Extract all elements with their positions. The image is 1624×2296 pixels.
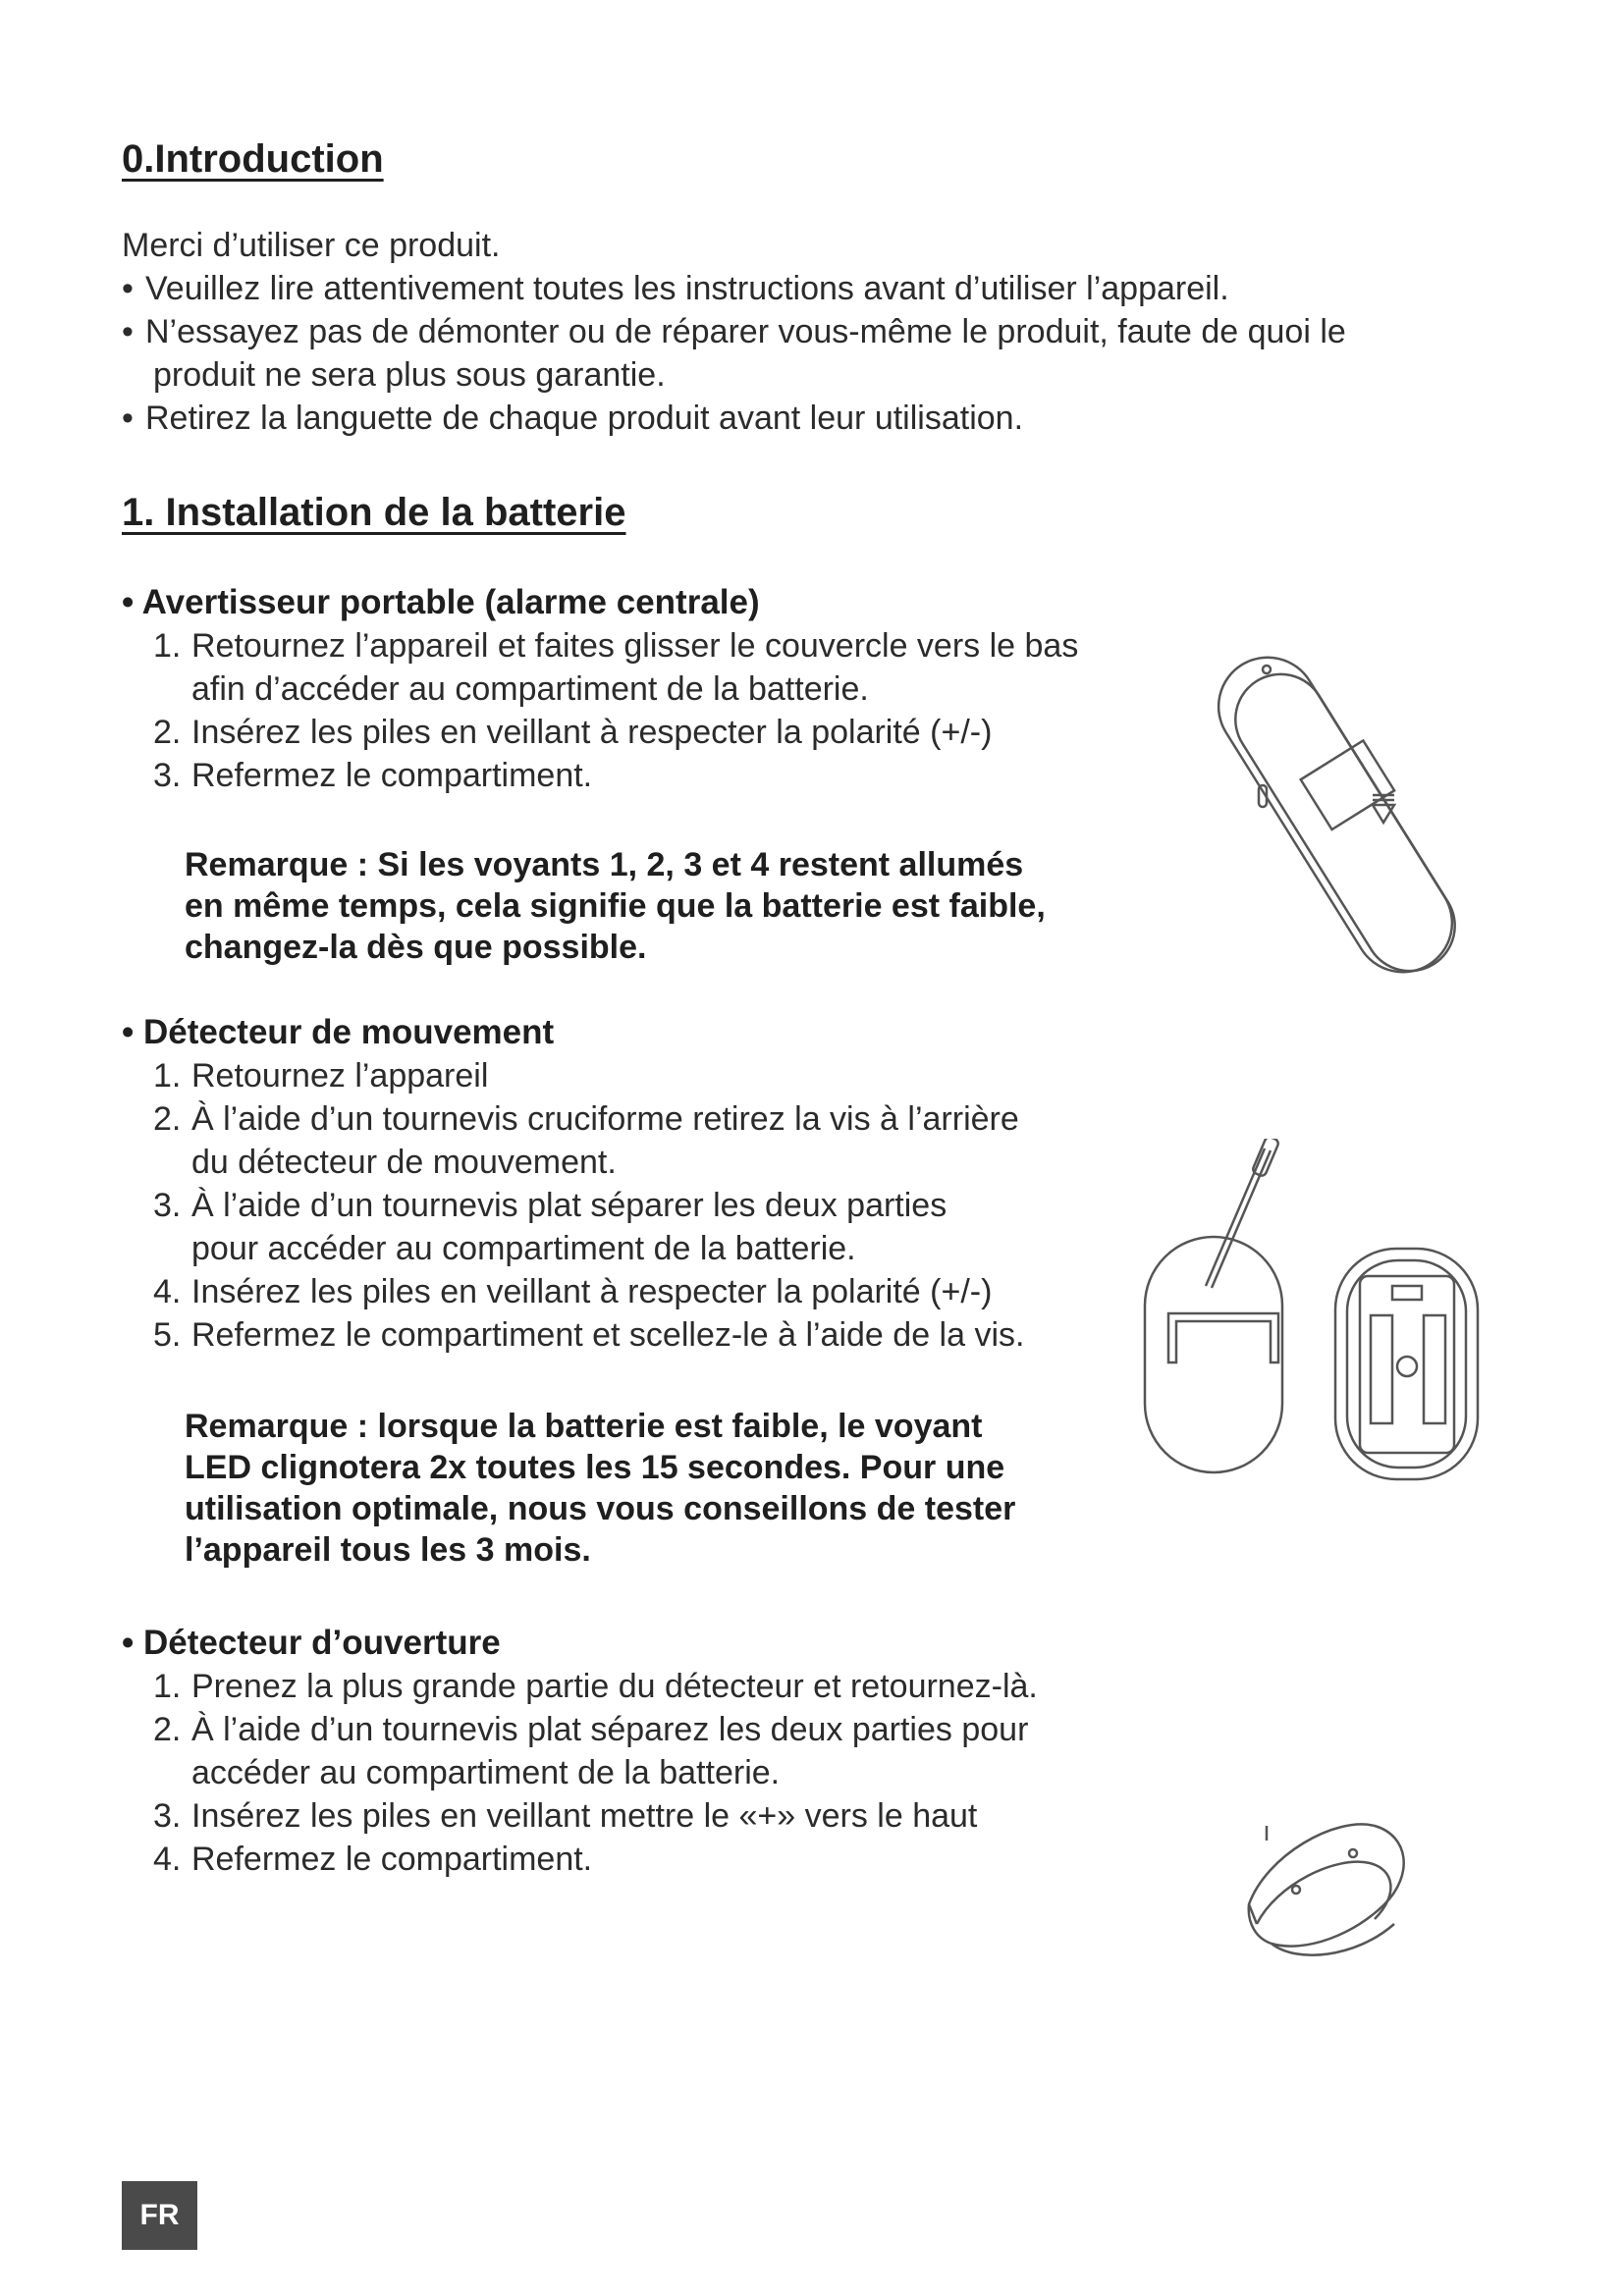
portable-title: • Avertisseur portable (alarme centrale) (122, 583, 760, 621)
motion-detector-illustration (1139, 1139, 1492, 1482)
list-item: 3. À l’aide d’un tournevis plat séparer les deux parties pour accéder au compartiment de la batterie. (153, 1187, 947, 1267)
list-item: 1. Retournez l’appareil (153, 1057, 489, 1095)
list-item: 5. Refermez le compartiment et scellez-le à l’aide de la vis. (153, 1316, 1025, 1354)
portable-alarm-illustration (1198, 648, 1492, 982)
door-section (122, 1622, 1038, 1881)
portable-section (122, 581, 1078, 797)
portable-note: Remarque : Si les voyants 1, 2, 3 et 4 restent allumés en même temps, cela signifie que la batterie est faible, changez-la dès que possible. (185, 846, 1046, 966)
intro-thanks: Merci d’utiliser ce produit. (122, 227, 501, 264)
door-title: • Détecteur d’ouverture (122, 1624, 501, 1662)
list-item: 2. À l’aide d’un tournevis plat séparez les deux parties pour accéder au compartiment de la batterie. (153, 1711, 1029, 1791)
list-item: 1. Prenez la plus grande partie du détecteur et retournez-là. (153, 1668, 1038, 1705)
intro-heading: 0.Introduction (122, 137, 384, 181)
list-item: 3. Insérez les piles en veillant mettre le «+» vers le haut (153, 1797, 978, 1835)
door-steps (153, 1665, 1038, 1881)
list-item: 2. Insérez les piles en veillant à respecter la polarité (+/-) (153, 714, 993, 751)
language-badge: FR (122, 2181, 197, 2250)
list-item: 1. Retournez l’appareil et faites glisser le couvercle vers le bas afin d’accéder au compartiment de la batterie. (153, 627, 1079, 708)
intro-body (122, 224, 1346, 440)
battery-heading: 1. Installation de la batterie (122, 491, 626, 534)
motion-note: Remarque : lorsque la batterie est faible, le voyant LED clignotera 2x toutes les 15 secondes. Pour une utilisation optimale, nous vous conseillons de tester l’appareil tous les 3 mois. (185, 1408, 1016, 1569)
list-item: 3. Refermez le compartiment. (153, 757, 593, 794)
list-item: 4. Insérez les piles en veillant à respecter la polarité (+/-) (153, 1273, 993, 1310)
portable-steps (153, 624, 1078, 797)
list-item: 4. Refermez le compartiment. (153, 1841, 593, 1878)
motion-title: • Détecteur de mouvement (122, 1013, 555, 1051)
list-item: 2. À l’aide d’un tournevis cruciforme retirez la vis à l’arrière du détecteur de mouvement. (153, 1100, 1019, 1181)
intro-bullet-3: • Retirez la languette de chaque produit avant leur utilisation. (122, 397, 1346, 440)
motion-steps (153, 1054, 1024, 1357)
intro-bullet-1: • Veuillez lire attentivement toutes les instructions avant d’utiliser l’appareil. (122, 267, 1346, 310)
intro-bullet-2-cont: produit ne sera plus sous garantie. (153, 356, 666, 394)
motion-section (122, 1011, 1024, 1357)
intro-bullet-2: • N’essayez pas de démonter ou de réparer vous-même le produit, faute de quoi le (122, 310, 1346, 353)
door-sensor-illustration (1237, 1796, 1424, 1983)
